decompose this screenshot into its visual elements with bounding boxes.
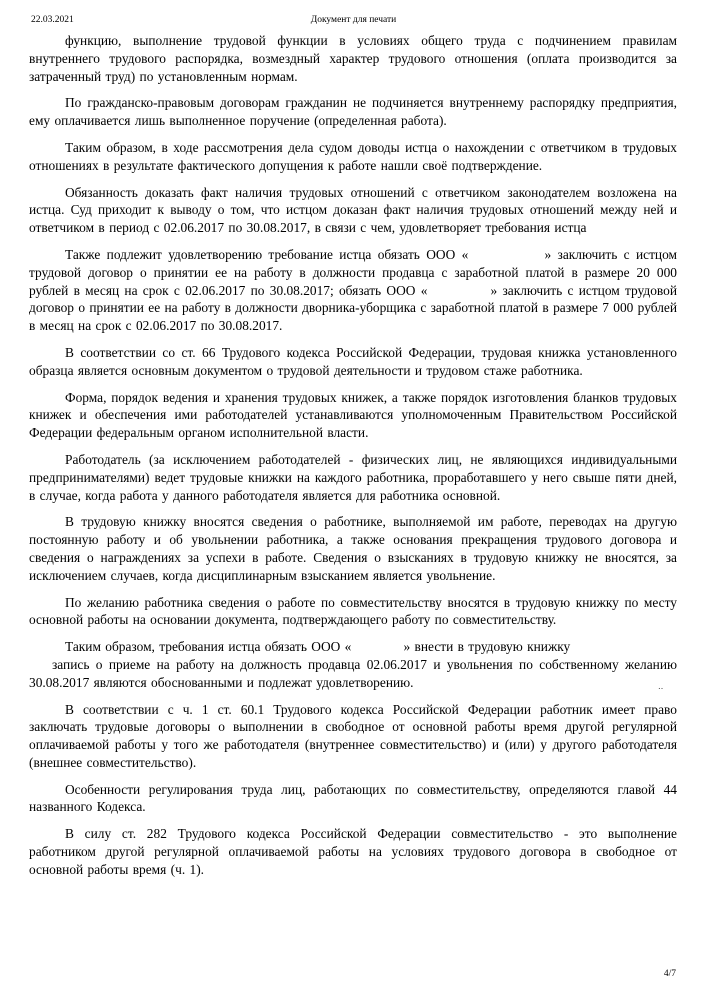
split-paragraph-continuation: запись о приеме на работу на должность продавца 02.06.2017 и увольнения по собственному желанию 30.08.2017 являются обоснованными и подлежат удовлетворению. xyxy=(29,656,677,690)
paragraph: В силу ст. 282 Трудового кодекса Российской Федерации совместительство - это выполнение работником другой регулярной оплачиваемой работы на условиях трудового договора в свободное от основной работы время (ч. 1). xyxy=(29,826,677,877)
paragraph: Работодатель (за исключением работодателей - физических лиц, не являющихся индивидуальными предпринимателями) ведет трудовые книжки на каждого работника, проработавшего у него свыше пяти дней, в случае, когда работа у данного работодателя является для работника основной. xyxy=(29,451,677,503)
paragraph: В трудовую книжку вносятся сведения о работнике, выполняемой им работе, переводах на другую постоянную работу и об увольнении работника, а также основания прекращения трудового договора и сведения о награждениях за успехи в работе. Сведения о взысканиях в трудовую книжку не вносятся, за исключением случаев, когда дисциплинарным взысканием является увольнение. xyxy=(29,514,677,583)
paragraph: Таким образом, в ходе рассмотрения дела судом доводы истца о нахождении с ответчиком в трудовых отношениях в результате фактического допущения к работе нашли своё подтверждение. xyxy=(29,139,677,173)
print-title: Документ для печати xyxy=(310,15,397,25)
split-paragraph xyxy=(29,638,677,691)
paragraph: В соответствии с ч. 1 ст. 60.1 Трудового кодекса Российской Федерации работник имеет право заключать трудовые договоры о выполнении в свободное от основной работы время другой регулярной оплачиваемой работы у того же работодателя (внутреннее совместительство) и (или) у другого работодателя (внешнее совместительство). xyxy=(29,701,677,770)
redaction-artifact-mark: ‥ xyxy=(658,682,665,691)
paragraph: Обязанность доказать факт наличия трудовых отношений с ответчиком законодателем возложена на истца. Суд приходит к выводу о том, что истцом доказан факт наличия трудовых отношений между ней и ответчиком в период с 02.06.2017 по 30.08.2017, в связи с чем, удовлетворяет требования истца xyxy=(29,184,677,236)
paragraph: В соответствии со ст. 66 Трудового кодекса Российской Федерации, трудовая книжка установленного образца является основным документом о трудовой деятельности и трудовом стаже работника. xyxy=(29,344,677,378)
paragraph: По гражданско-правовым договорам гражданин не подчиняется внутреннему распорядку предприятия, ему оплачивается лишь выполненное поручение (определенная работа). xyxy=(29,95,677,129)
document-body xyxy=(29,32,677,888)
paragraph: Также подлежит удовлетворению требование истца обязать ООО « » заключить с истцом трудовой договор о принятии ее на работу в должности продавца с заработной платой в размере 20 000 рублей в месяц на срок с 02.06.2017 по 30.08.2017; обязать ООО « » заключить с истцом трудовой договор о принятии ее на работу в должности дворника-уборщика с заработной платой в размере 7 000 рублей в месяц на срок с 02.06.2017 по 30.08.2017. xyxy=(29,246,677,334)
paragraph: По желанию работника сведения о работе по совместительству вносятся в трудовую книжку по месту основной работы на основании документа, подтверждающего работу по совместительству. xyxy=(29,594,677,628)
print-header xyxy=(0,15,707,29)
paragraph: функцию, выполнение трудовой функции в условиях общего труда с подчинением правилам внутреннего трудового распорядка, возмездный характер трудового отношения (оплата производится за затраченный труд) по установленным нормам. xyxy=(29,33,677,84)
print-date: 22.03.2021 xyxy=(31,15,74,25)
paragraph: Особенности регулирования труда лиц, работающих по совместительству, определяются главой 44 названного Кодекса. xyxy=(29,781,677,815)
split-paragraph-line1: Таким образом, требования истца обязать ООО « » внести в трудовую книжку xyxy=(65,639,571,655)
page-number: 4/7 xyxy=(663,969,676,979)
paragraph: Форма, порядок ведения и хранения трудовых книжек, а также порядок изготовления бланков трудовых книжек и обеспечения ими работодателей устанавливаются уполномоченным Правительством Российской Федерации федеральным органом исполнительной власти. xyxy=(29,389,677,441)
